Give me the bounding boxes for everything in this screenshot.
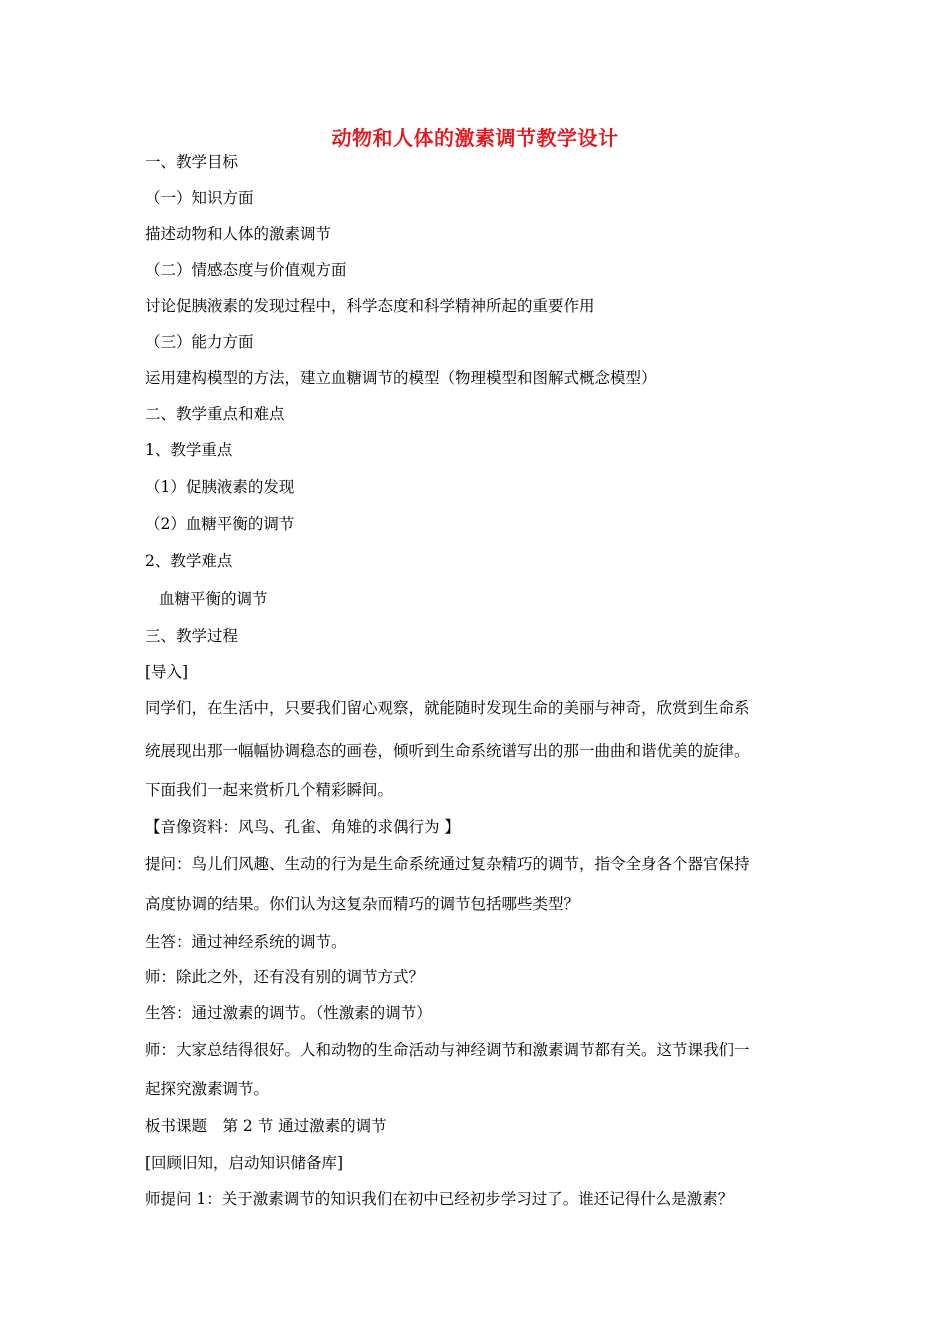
- paragraph: 高度协调的结果。你们认为这复杂而精巧的调节包括哪些类型？: [145, 895, 580, 913]
- dialogue-line: 师：除此之外，还有没有别的调节方式？: [145, 968, 425, 986]
- dialogue-line: 师提问 1：关于激素调节的知识我们在初中已经初步学习过了。谁还记得什么是激素？: [145, 1190, 734, 1208]
- subsection-heading: （一）知识方面: [145, 189, 254, 207]
- paragraph: 运用建构模型的方法，建立血糖调节的模型（物理模型和图解式概念模型）: [145, 369, 657, 387]
- paragraph: 下面我们一起来赏析几个精彩瞬间。: [145, 781, 394, 799]
- subsection-heading: （二）情感态度与价值观方面: [145, 261, 347, 279]
- paragraph: 描述动物和人体的激素调节: [145, 225, 332, 243]
- media-note: 【音像资料：风鸟、孔雀、角雉的求偶行为 】: [145, 818, 460, 836]
- paragraph: 提问：鸟儿们风趣、生动的行为是生命系统通过复杂精巧的调节，指令全身各个器官保持: [145, 855, 750, 873]
- bracket-heading: [回顾旧知，启动知识储备库]: [145, 1154, 344, 1172]
- document-title: 动物和人体的激素调节教学设计: [331, 126, 619, 150]
- section-heading: 二、教学重点和难点: [145, 405, 285, 423]
- list-heading: 1、教学重点: [145, 441, 233, 459]
- list-item: （1）促胰液素的发现: [145, 478, 295, 496]
- subsection-heading: （三）能力方面: [145, 333, 254, 351]
- bracket-heading: [导入]: [145, 663, 189, 681]
- list-item: （2）血糖平衡的调节: [145, 515, 295, 533]
- list-item: 血糖平衡的调节: [159, 590, 268, 608]
- dialogue-line: 起探究激素调节。: [145, 1080, 270, 1098]
- dialogue-line: 师：大家总结得很好。人和动物的生命活动与神经调节和激素调节都有关。这节课我们一: [145, 1041, 750, 1059]
- dialogue-line: 生答：通过神经系统的调节。: [145, 933, 347, 951]
- paragraph: 同学们，在生活中，只要我们留心观察，就能随时发现生命的美丽与神奇，欣赏到生命系: [145, 699, 750, 717]
- section-heading: 一、教学目标: [145, 153, 239, 171]
- paragraph: 统展现出那一幅幅协调稳态的画卷，倾听到生命系统谱写出的那一曲曲和谐优美的旋律。: [145, 742, 750, 760]
- dialogue-line: 生答：通过激素的调节。（性激素的调节）: [145, 1004, 432, 1022]
- list-heading: 2、教学难点: [145, 552, 233, 570]
- section-heading: 三、教学过程: [145, 627, 239, 645]
- paragraph: 讨论促胰液素的发现过程中，科学态度和科学精神所起的重要作用: [145, 297, 595, 315]
- board-title: 板书课题 第 2 节 通过激素的调节: [145, 1117, 387, 1135]
